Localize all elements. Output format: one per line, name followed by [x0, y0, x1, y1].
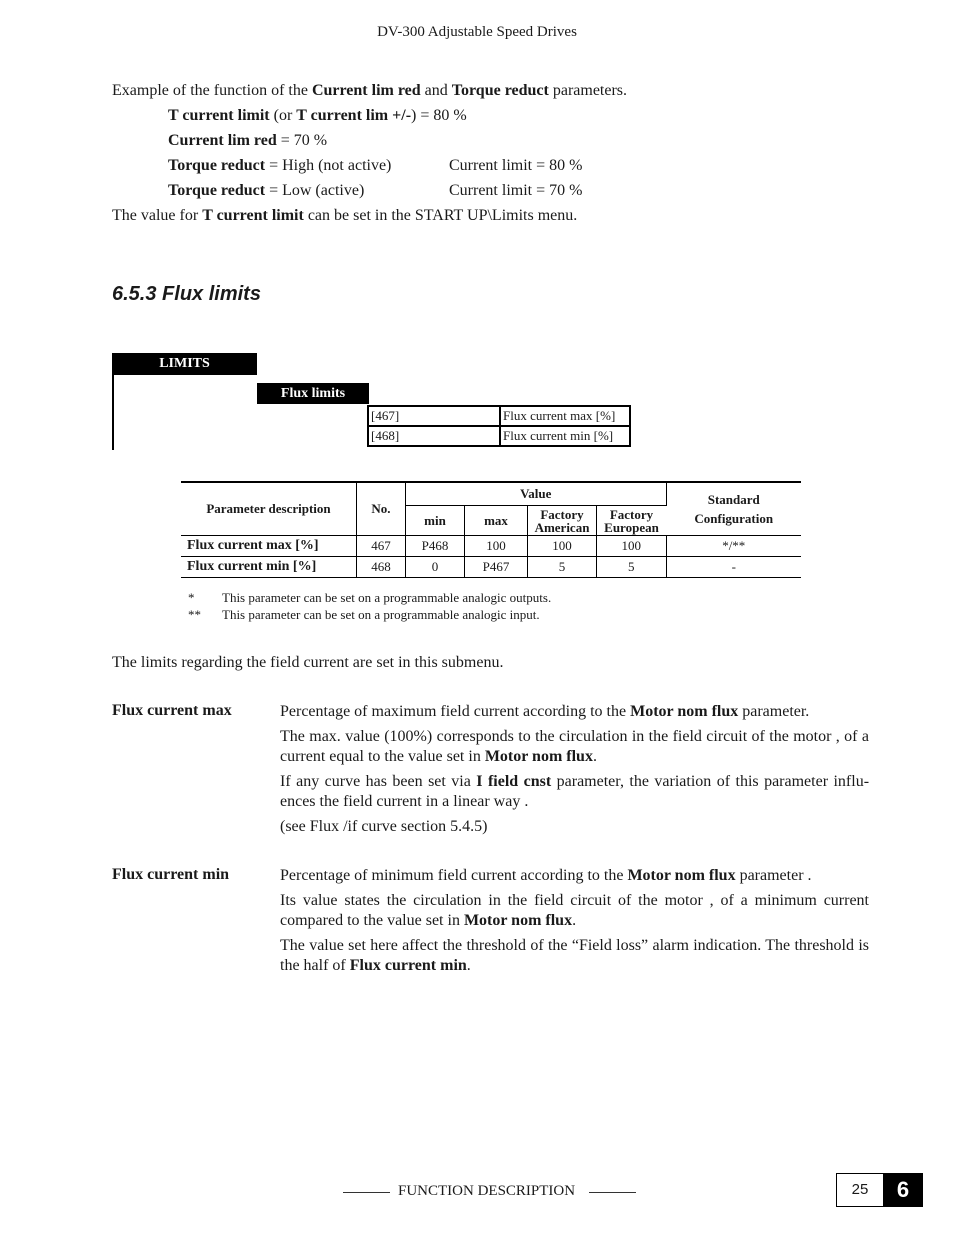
- text: = 70 %: [276, 132, 328, 149]
- menu-tree-line: [112, 375, 114, 450]
- example-line-5: [112, 203, 577, 228]
- footer-rule-right: [589, 1192, 636, 1193]
- text: Factory: [609, 506, 654, 522]
- text: Configuration: [694, 511, 774, 526]
- text: The value set here affect the threshold of the “Field loss” alarm indication. The threshold is the half of: [280, 937, 869, 974]
- table-row: [181, 557, 801, 578]
- term-flux-current-min: Flux current min: [112, 866, 230, 883]
- param-min: P468: [406, 536, 465, 557]
- text: parameter.: [738, 703, 810, 720]
- footer-rule-left: [343, 1192, 390, 1193]
- param-factory-european: 5: [597, 557, 667, 578]
- footer-label: FUNCTION DESCRIPTION: [398, 1183, 576, 1199]
- text: = High (not active): [265, 157, 392, 174]
- menu-code: [467]: [368, 406, 500, 426]
- menu-row: [368, 426, 630, 446]
- param-ref: Torque reduct: [168, 182, 266, 199]
- text: parameter, the variation of this parameter influ-ences the field current in a linear way .: [280, 773, 870, 810]
- param-ref: I field cnst: [476, 773, 552, 790]
- paragraph: [280, 702, 869, 722]
- param-ref: Motor nom flux: [627, 867, 736, 884]
- col-header-value: Value: [406, 482, 667, 506]
- text: Example of the function of the: [112, 82, 312, 99]
- footnote-mark: *: [188, 590, 195, 605]
- text: Its value states the circulation in the field circuit of the motor , of a minimum current compared to the value set in: [280, 892, 869, 929]
- footnote-text: This parameter can be set on a programmable analogic input.: [222, 607, 540, 622]
- param-ref: Current lim red: [311, 82, 421, 99]
- menu-row: [368, 406, 630, 426]
- term-flux-current-max: Flux current max: [112, 702, 232, 719]
- text: can be set in the START UP\Limits menu.: [303, 207, 578, 224]
- param-ref: T current limit: [202, 207, 304, 224]
- text: Percentage of minimum field current according to the: [280, 867, 628, 884]
- paragraph: [280, 866, 869, 886]
- chapter-tab: 6: [883, 1173, 923, 1207]
- page-number: 25: [836, 1173, 884, 1207]
- parameter-table: [181, 481, 801, 578]
- col-header-factory-american: [528, 506, 597, 536]
- text: .: [466, 957, 471, 974]
- submenu-intro: The limits regarding the field current are set in this submenu.: [112, 654, 504, 671]
- paragraph: [280, 772, 869, 812]
- text: .: [572, 912, 577, 929]
- example-line-1: [168, 103, 467, 128]
- text: = Low (active): [265, 182, 365, 199]
- text: .: [592, 748, 597, 765]
- footnote-mark: **: [188, 607, 201, 622]
- footnote-text: This parameter can be set on a programmable analogic outputs.: [222, 590, 552, 605]
- col-header-min: min: [406, 506, 465, 536]
- example-line-4-result: Current limit = 70 %: [449, 182, 583, 199]
- text: The max. value (100%) corresponds to the circulation in the field circuit of the motor , of a current equal to the value set in: [280, 728, 869, 765]
- col-header-standard: [666, 482, 801, 536]
- col-header-no: No.: [357, 482, 406, 536]
- param-ref: Torque reduct: [168, 157, 266, 174]
- param-min: 0: [406, 557, 465, 578]
- example-line-3-result: Current limit = 80 %: [449, 157, 583, 174]
- param-ref: Motor nom flux: [484, 748, 593, 765]
- param-name: Flux current max [%]: [181, 536, 357, 557]
- paragraph: (see Flux /if curve section 5.4.5): [280, 818, 488, 835]
- param-ref: T current lim +/-: [296, 107, 412, 124]
- menu-label: Flux current max [%]: [500, 406, 630, 426]
- text: parameter .: [735, 867, 812, 884]
- paragraph: [280, 727, 869, 767]
- menu-param-table: [367, 405, 631, 447]
- text: If any curve has been set via: [280, 773, 477, 790]
- paragraph: [280, 936, 869, 976]
- param-factory-american: 5: [528, 557, 597, 578]
- param-factory-european: 100: [597, 536, 667, 557]
- menu-code: [468]: [368, 426, 500, 446]
- param-ref: T current limit: [168, 107, 270, 124]
- param-ref: Current lim red: [168, 132, 277, 149]
- param-no: 468: [357, 557, 406, 578]
- param-name: Flux current min [%]: [181, 557, 357, 578]
- text: Factory: [540, 506, 584, 522]
- section-title: 6.5.3 Flux limits: [112, 283, 261, 305]
- menu-root-box: LIMITS: [112, 353, 257, 375]
- text: European: [604, 519, 659, 535]
- text: (or: [269, 107, 297, 124]
- param-ref: Torque reduct: [451, 82, 549, 99]
- text: The value for: [112, 207, 203, 224]
- col-header-description: Parameter description: [181, 482, 357, 536]
- menu-label: Flux current min [%]: [500, 426, 630, 446]
- flux-current-min-description: [280, 866, 869, 976]
- text: and: [420, 82, 452, 99]
- page-header: DV-300 Adjustable Speed Drives: [377, 24, 577, 40]
- paragraph: [280, 891, 869, 931]
- text: Standard: [707, 492, 760, 507]
- col-header-max: max: [465, 506, 528, 536]
- example-line-3: [168, 153, 391, 178]
- col-header-factory-european: [597, 506, 667, 536]
- param-max: P467: [465, 557, 528, 578]
- menu-sub-box: Flux limits: [257, 383, 369, 404]
- param-no: 467: [357, 536, 406, 557]
- example-intro: [112, 78, 627, 103]
- param-ref: Motor nom flux: [463, 912, 573, 929]
- text: ) = 80 %: [411, 107, 467, 124]
- param-ref: Motor nom flux: [630, 703, 739, 720]
- text: American: [534, 519, 590, 535]
- param-standard: */**: [666, 536, 801, 557]
- param-max: 100: [465, 536, 528, 557]
- text: parameters.: [548, 82, 628, 99]
- param-standard: -: [666, 557, 801, 578]
- table-row: [181, 536, 801, 557]
- text: Percentage of maximum field current according to the: [280, 703, 631, 720]
- example-line-4: [168, 178, 364, 203]
- param-factory-american: 100: [528, 536, 597, 557]
- example-line-2: [168, 128, 327, 153]
- param-ref: Flux current min: [349, 957, 467, 974]
- flux-current-max-description: [280, 702, 869, 837]
